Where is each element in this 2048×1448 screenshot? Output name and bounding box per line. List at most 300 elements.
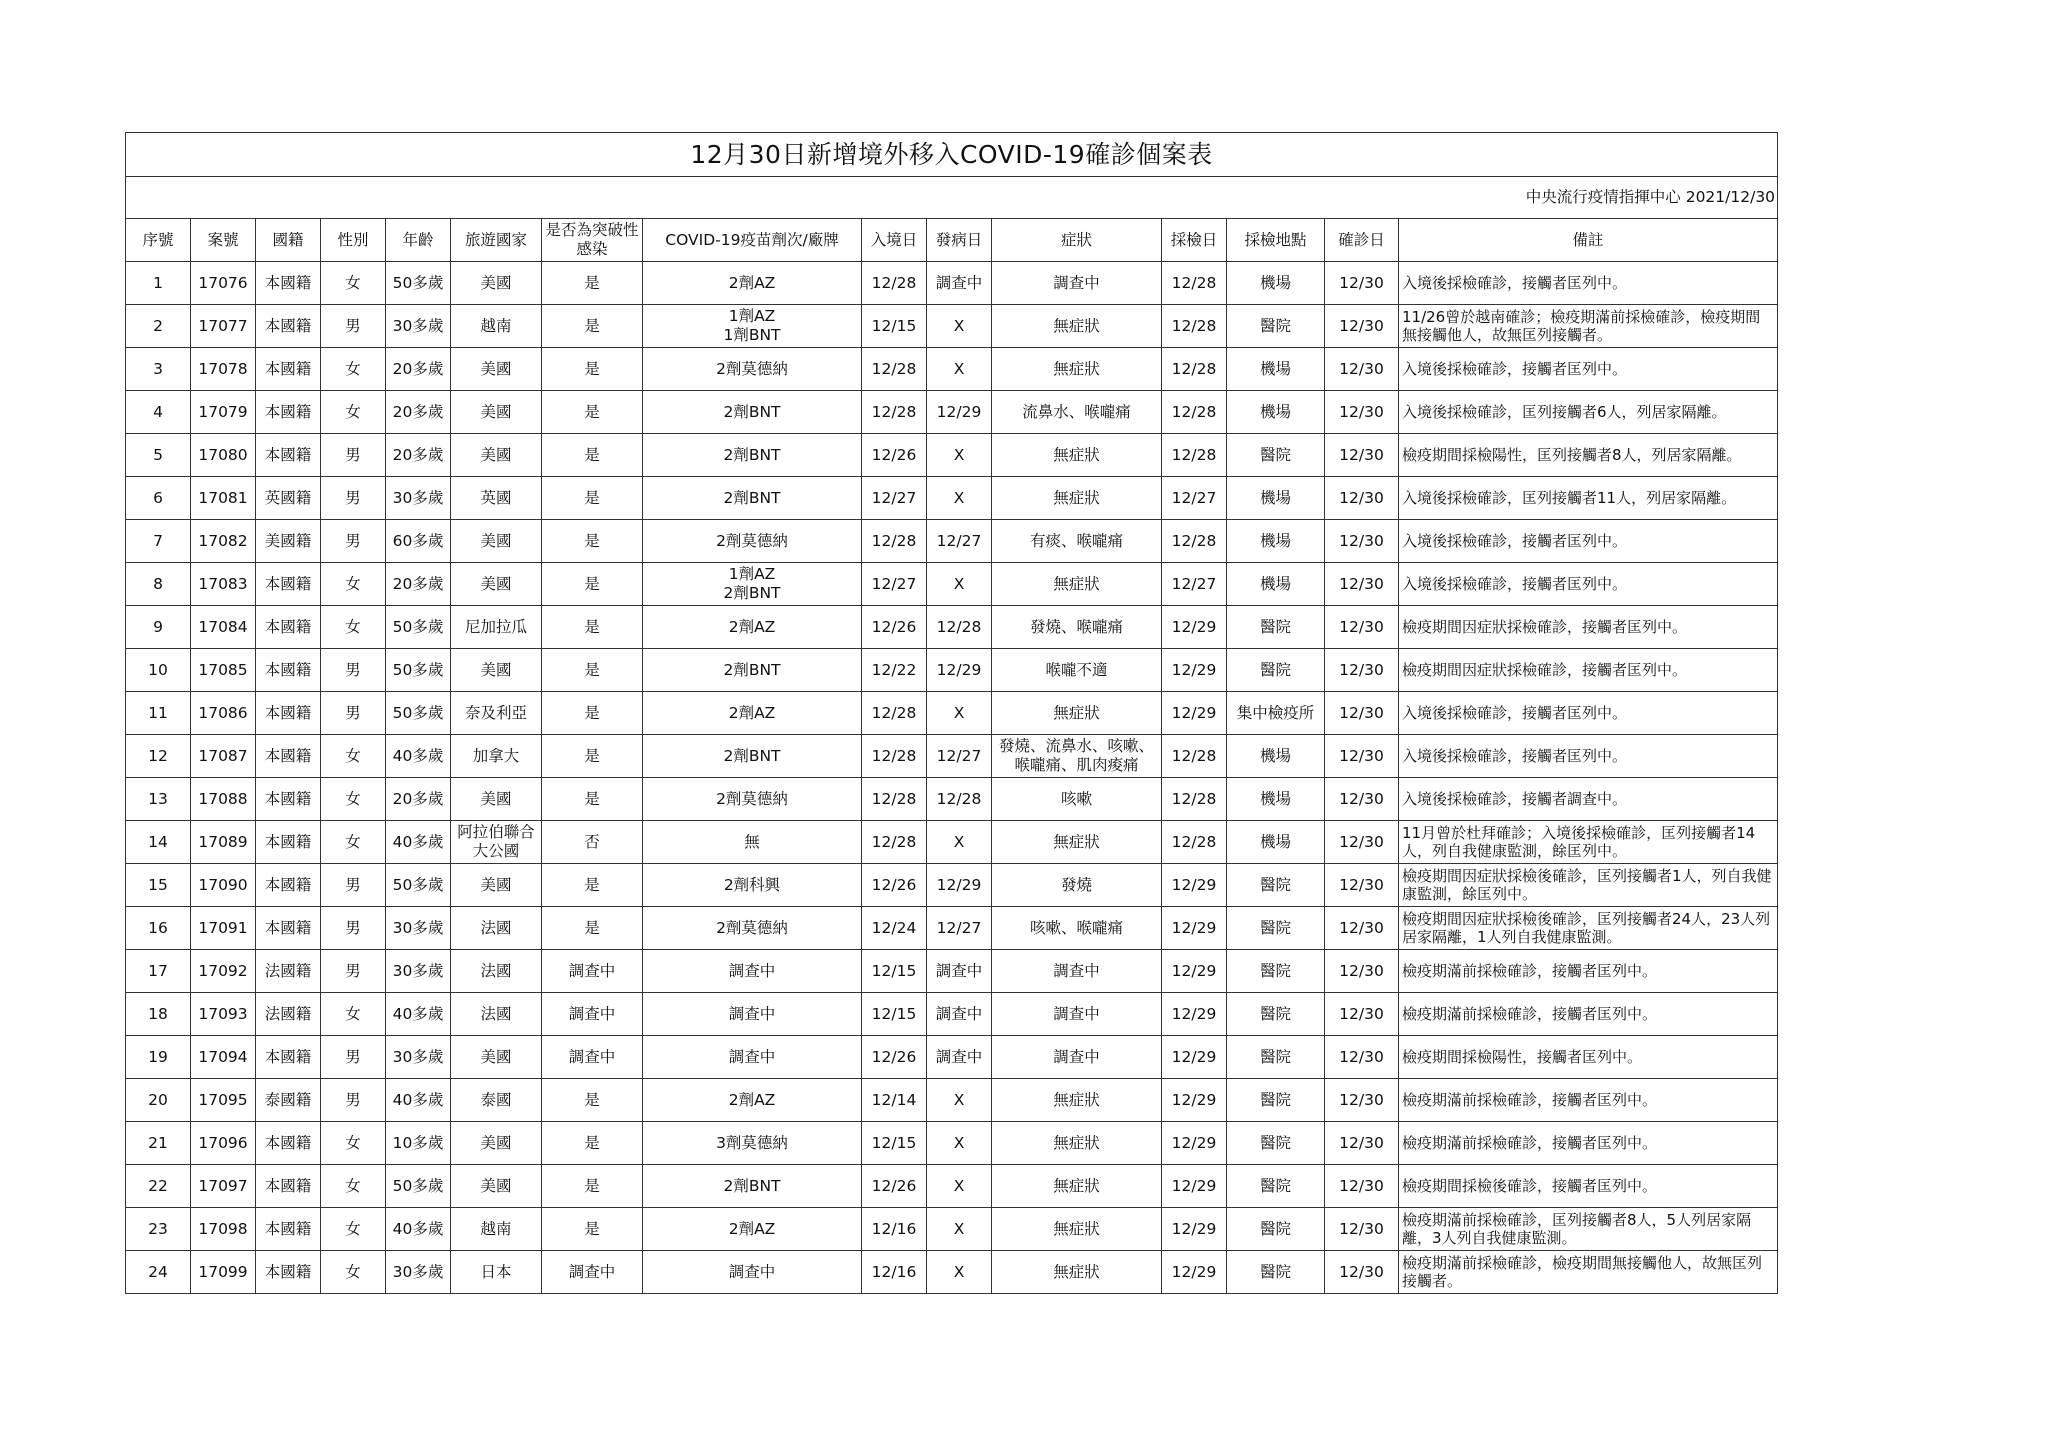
- cell-entry: 12/22: [862, 649, 927, 692]
- cell-symptoms: 發燒、流鼻水、咳嗽、 喉嚨痛、肌肉痠痛: [992, 735, 1162, 778]
- cell-no: 22: [126, 1165, 191, 1208]
- cell-test-date: 12/29: [1162, 864, 1227, 907]
- cell-confirm: 12/30: [1325, 692, 1399, 735]
- cell-no: 24: [126, 1251, 191, 1294]
- cell-vaccine: 2劑莫德納: [643, 348, 862, 391]
- cell-nationality: 泰國籍: [256, 1079, 321, 1122]
- cell-nationality: 法國籍: [256, 950, 321, 993]
- cell-vaccine: 1劑AZ 2劑BNT: [643, 563, 862, 606]
- cell-vaccine: 2劑BNT: [643, 1165, 862, 1208]
- cell-breakthrough: 是: [542, 606, 643, 649]
- cell-sex: 女: [321, 563, 386, 606]
- table-row: [126, 993, 1778, 1036]
- cell-case: 17093: [191, 993, 256, 1036]
- cell-note: 檢疫期滿前採檢確診，接觸者匡列中。: [1399, 1079, 1778, 1122]
- cell-breakthrough: 是: [542, 305, 643, 348]
- cell-sex: 男: [321, 305, 386, 348]
- cell-test-date: 12/28: [1162, 434, 1227, 477]
- cell-breakthrough: 是: [542, 520, 643, 563]
- cell-note: 11/26曾於越南確診；檢疫期滿前採檢確診，檢疫期間無接觸他人，故無匡列接觸者。: [1399, 305, 1778, 348]
- cell-breakthrough: 調查中: [542, 950, 643, 993]
- cell-sex: 男: [321, 649, 386, 692]
- cell-no: 11: [126, 692, 191, 735]
- cell-test-site: 機場: [1227, 563, 1325, 606]
- cell-breakthrough: 是: [542, 1079, 643, 1122]
- cell-entry: 12/28: [862, 348, 927, 391]
- cell-note: 入境後採檢確診，接觸者調查中。: [1399, 778, 1778, 821]
- cell-note: 11月曾於杜拜確診；入境後採檢確診，匡列接觸者14人，列自我健康監測，餘匡列中。: [1399, 821, 1778, 864]
- cell-sex: 女: [321, 735, 386, 778]
- cell-age: 40多歲: [386, 1208, 451, 1251]
- col-header-confirm: 確診日: [1325, 219, 1399, 262]
- cell-test-date: 12/28: [1162, 778, 1227, 821]
- cell-no: 9: [126, 606, 191, 649]
- cell-breakthrough: 是: [542, 1122, 643, 1165]
- cell-travel: 越南: [451, 1208, 542, 1251]
- cell-age: 20多歲: [386, 434, 451, 477]
- table-row: [126, 1208, 1778, 1251]
- case-table-sheet: [125, 132, 1776, 1294]
- table-row: [126, 520, 1778, 563]
- cell-travel: 尼加拉瓜: [451, 606, 542, 649]
- cell-test-date: 12/28: [1162, 262, 1227, 305]
- cell-travel: 美國: [451, 864, 542, 907]
- cell-note: 檢疫期間因症狀採檢確診，接觸者匡列中。: [1399, 606, 1778, 649]
- cell-symptoms: 發燒、喉嚨痛: [992, 606, 1162, 649]
- cell-vaccine: 調查中: [643, 1251, 862, 1294]
- cell-age: 30多歲: [386, 305, 451, 348]
- cell-travel: 法國: [451, 950, 542, 993]
- cell-onset: X: [927, 348, 992, 391]
- cell-no: 19: [126, 1036, 191, 1079]
- col-header-onset: 發病日: [927, 219, 992, 262]
- table-row: [126, 305, 1778, 348]
- cell-note: 入境後採檢確診，匡列接觸者6人，列居家隔離。: [1399, 391, 1778, 434]
- cell-symptoms: 調查中: [992, 950, 1162, 993]
- cell-breakthrough: 是: [542, 864, 643, 907]
- cell-note: 檢疫期間採檢後確診，接觸者匡列中。: [1399, 1165, 1778, 1208]
- table-title: 12月30日新增境外移入COVID-19確診個案表: [126, 133, 1778, 177]
- table-row: [126, 563, 1778, 606]
- cell-symptoms: 無症狀: [992, 1251, 1162, 1294]
- cell-onset: X: [927, 1251, 992, 1294]
- cell-confirm: 12/30: [1325, 735, 1399, 778]
- cell-test-site: 集中檢疫所: [1227, 692, 1325, 735]
- cell-nationality: 英國籍: [256, 477, 321, 520]
- table-row: [126, 778, 1778, 821]
- table-row: [126, 606, 1778, 649]
- cell-breakthrough: 是: [542, 348, 643, 391]
- cell-vaccine: 3劑莫德納: [643, 1122, 862, 1165]
- case-table: [125, 132, 1778, 1294]
- cell-entry: 12/16: [862, 1208, 927, 1251]
- cell-sex: 男: [321, 907, 386, 950]
- cell-confirm: 12/30: [1325, 821, 1399, 864]
- cell-breakthrough: 否: [542, 821, 643, 864]
- table-row: [126, 692, 1778, 735]
- cell-symptoms: 有痰、喉嚨痛: [992, 520, 1162, 563]
- cell-test-date: 12/29: [1162, 907, 1227, 950]
- table-row: [126, 735, 1778, 778]
- cell-no: 15: [126, 864, 191, 907]
- cell-age: 50多歲: [386, 692, 451, 735]
- cell-no: 18: [126, 993, 191, 1036]
- col-header-symptoms: 症狀: [992, 219, 1162, 262]
- cell-entry: 12/27: [862, 477, 927, 520]
- table-row: [126, 434, 1778, 477]
- table-row: [126, 391, 1778, 434]
- cell-sex: 女: [321, 606, 386, 649]
- cell-test-date: 12/28: [1162, 391, 1227, 434]
- cell-test-site: 機場: [1227, 778, 1325, 821]
- cell-note: 檢疫期滿前採檢確診，檢疫期間無接觸他人，故無匡列接觸者。: [1399, 1251, 1778, 1294]
- table-row: [126, 1036, 1778, 1079]
- cell-sex: 男: [321, 520, 386, 563]
- cell-age: 60多歲: [386, 520, 451, 563]
- header-row: [126, 219, 1778, 262]
- cell-test-site: 機場: [1227, 821, 1325, 864]
- cell-breakthrough: 調查中: [542, 993, 643, 1036]
- cell-test-site: 醫院: [1227, 1036, 1325, 1079]
- cell-entry: 12/16: [862, 1251, 927, 1294]
- cell-no: 1: [126, 262, 191, 305]
- cell-nationality: 本國籍: [256, 1036, 321, 1079]
- cell-entry: 12/28: [862, 391, 927, 434]
- cell-sex: 女: [321, 1208, 386, 1251]
- cell-onset: X: [927, 821, 992, 864]
- cell-onset: 12/28: [927, 778, 992, 821]
- cell-confirm: 12/30: [1325, 391, 1399, 434]
- cell-confirm: 12/30: [1325, 1208, 1399, 1251]
- cell-travel: 日本: [451, 1251, 542, 1294]
- cell-note: 檢疫期間因症狀採檢確診，接觸者匡列中。: [1399, 649, 1778, 692]
- col-header-test-site: 採檢地點: [1227, 219, 1325, 262]
- cell-note: 入境後採檢確診，接觸者匡列中。: [1399, 735, 1778, 778]
- cell-note: 入境後採檢確診，接觸者匡列中。: [1399, 262, 1778, 305]
- cell-onset: X: [927, 1122, 992, 1165]
- cell-breakthrough: 是: [542, 735, 643, 778]
- cell-test-site: 醫院: [1227, 950, 1325, 993]
- cell-onset: 12/29: [927, 864, 992, 907]
- cell-onset: 調查中: [927, 262, 992, 305]
- cell-test-site: 機場: [1227, 477, 1325, 520]
- cell-case: 17079: [191, 391, 256, 434]
- cell-travel: 美國: [451, 262, 542, 305]
- cell-age: 40多歲: [386, 735, 451, 778]
- cell-breakthrough: 調查中: [542, 1036, 643, 1079]
- cell-sex: 男: [321, 1036, 386, 1079]
- cell-test-site: 機場: [1227, 348, 1325, 391]
- cell-test-date: 12/29: [1162, 950, 1227, 993]
- cell-case: 17087: [191, 735, 256, 778]
- cell-test-site: 醫院: [1227, 1208, 1325, 1251]
- cell-nationality: 本國籍: [256, 692, 321, 735]
- cell-age: 50多歲: [386, 649, 451, 692]
- cell-travel: 泰國: [451, 1079, 542, 1122]
- cell-test-date: 12/29: [1162, 1079, 1227, 1122]
- cell-travel: 英國: [451, 477, 542, 520]
- cell-case: 17090: [191, 864, 256, 907]
- cell-entry: 12/26: [862, 864, 927, 907]
- cell-case: 17085: [191, 649, 256, 692]
- cell-travel: 美國: [451, 649, 542, 692]
- cell-no: 4: [126, 391, 191, 434]
- cell-test-site: 醫院: [1227, 606, 1325, 649]
- cell-symptoms: 無症狀: [992, 305, 1162, 348]
- cell-onset: X: [927, 692, 992, 735]
- col-header-entry: 入境日: [862, 219, 927, 262]
- cell-sex: 女: [321, 993, 386, 1036]
- cell-age: 20多歲: [386, 778, 451, 821]
- cell-entry: 12/26: [862, 1165, 927, 1208]
- cell-no: 8: [126, 563, 191, 606]
- cell-no: 23: [126, 1208, 191, 1251]
- cell-confirm: 12/30: [1325, 348, 1399, 391]
- cell-nationality: 本國籍: [256, 1208, 321, 1251]
- cell-onset: X: [927, 305, 992, 348]
- cell-test-site: 醫院: [1227, 864, 1325, 907]
- cell-symptoms: 咳嗽: [992, 778, 1162, 821]
- cell-onset: 12/27: [927, 735, 992, 778]
- cell-confirm: 12/30: [1325, 649, 1399, 692]
- cell-case: 17088: [191, 778, 256, 821]
- cell-test-date: 12/28: [1162, 348, 1227, 391]
- cell-case: 17083: [191, 563, 256, 606]
- cell-no: 20: [126, 1079, 191, 1122]
- cell-breakthrough: 是: [542, 907, 643, 950]
- cell-case: 17084: [191, 606, 256, 649]
- col-header-nationality: 國籍: [256, 219, 321, 262]
- cell-onset: X: [927, 1208, 992, 1251]
- cell-case: 17086: [191, 692, 256, 735]
- cell-entry: 12/28: [862, 692, 927, 735]
- cell-age: 30多歲: [386, 1036, 451, 1079]
- cell-note: 檢疫期間因症狀採檢後確診，匡列接觸者24人，23人列居家隔離，1人列自我健康監測。: [1399, 907, 1778, 950]
- col-header-vaccine: COVID-19疫苗劑次/廠牌: [643, 219, 862, 262]
- cell-no: 3: [126, 348, 191, 391]
- cell-no: 21: [126, 1122, 191, 1165]
- cell-age: 20多歲: [386, 563, 451, 606]
- cell-confirm: 12/30: [1325, 993, 1399, 1036]
- cell-entry: 12/15: [862, 305, 927, 348]
- cell-symptoms: 喉嚨不適: [992, 649, 1162, 692]
- col-header-travel: 旅遊國家: [451, 219, 542, 262]
- cell-onset: 12/28: [927, 606, 992, 649]
- cell-nationality: 本國籍: [256, 434, 321, 477]
- cell-case: 17096: [191, 1122, 256, 1165]
- cell-travel: 美國: [451, 1122, 542, 1165]
- cell-vaccine: 2劑莫德納: [643, 907, 862, 950]
- cell-symptoms: 調查中: [992, 993, 1162, 1036]
- cell-vaccine: 2劑BNT: [643, 477, 862, 520]
- cell-nationality: 本國籍: [256, 907, 321, 950]
- cell-onset: 12/27: [927, 907, 992, 950]
- table-row: [126, 1079, 1778, 1122]
- table-row: [126, 907, 1778, 950]
- cell-note: 入境後採檢確診，接觸者匡列中。: [1399, 348, 1778, 391]
- cell-nationality: 本國籍: [256, 606, 321, 649]
- cell-sex: 女: [321, 778, 386, 821]
- cell-confirm: 12/30: [1325, 606, 1399, 649]
- cell-vaccine: 2劑AZ: [643, 262, 862, 305]
- cell-test-site: 醫院: [1227, 1165, 1325, 1208]
- col-header-sex: 性別: [321, 219, 386, 262]
- cell-age: 10多歲: [386, 1122, 451, 1165]
- cell-vaccine: 2劑BNT: [643, 434, 862, 477]
- cell-no: 12: [126, 735, 191, 778]
- cell-test-date: 12/29: [1162, 606, 1227, 649]
- cell-travel: 加拿大: [451, 735, 542, 778]
- cell-test-date: 12/28: [1162, 735, 1227, 778]
- cell-breakthrough: 是: [542, 434, 643, 477]
- cell-test-site: 機場: [1227, 262, 1325, 305]
- cell-vaccine: 調查中: [643, 1036, 862, 1079]
- cell-confirm: 12/30: [1325, 950, 1399, 993]
- cell-entry: 12/28: [862, 735, 927, 778]
- cell-test-site: 醫院: [1227, 1251, 1325, 1294]
- cell-case: 17099: [191, 1251, 256, 1294]
- cell-sex: 女: [321, 391, 386, 434]
- cell-onset: 12/27: [927, 520, 992, 563]
- cell-vaccine: 2劑AZ: [643, 1079, 862, 1122]
- cell-test-site: 醫院: [1227, 1079, 1325, 1122]
- cell-test-date: 12/29: [1162, 649, 1227, 692]
- cell-symptoms: 無症狀: [992, 692, 1162, 735]
- cell-test-date: 12/27: [1162, 563, 1227, 606]
- cell-test-date: 12/29: [1162, 1251, 1227, 1294]
- cell-onset: X: [927, 477, 992, 520]
- cell-entry: 12/28: [862, 262, 927, 305]
- cell-nationality: 法國籍: [256, 993, 321, 1036]
- cell-confirm: 12/30: [1325, 305, 1399, 348]
- table-row: [126, 1122, 1778, 1165]
- cell-travel: 美國: [451, 391, 542, 434]
- cell-symptoms: 無症狀: [992, 434, 1162, 477]
- cell-entry: 12/26: [862, 606, 927, 649]
- cell-nationality: 本國籍: [256, 735, 321, 778]
- cell-note: 檢疫期滿前採檢確診，接觸者匡列中。: [1399, 993, 1778, 1036]
- cell-test-date: 12/29: [1162, 1165, 1227, 1208]
- cell-vaccine: 2劑BNT: [643, 391, 862, 434]
- cell-confirm: 12/30: [1325, 1251, 1399, 1294]
- cell-vaccine: 1劑AZ 1劑BNT: [643, 305, 862, 348]
- cell-symptoms: 調查中: [992, 1036, 1162, 1079]
- cell-entry: 12/28: [862, 778, 927, 821]
- cell-symptoms: 無症狀: [992, 1122, 1162, 1165]
- cell-symptoms: 無症狀: [992, 477, 1162, 520]
- cell-age: 50多歲: [386, 262, 451, 305]
- cell-sex: 女: [321, 348, 386, 391]
- cell-no: 14: [126, 821, 191, 864]
- table-row: [126, 1165, 1778, 1208]
- col-header-test-date: 採檢日: [1162, 219, 1227, 262]
- cell-nationality: 本國籍: [256, 649, 321, 692]
- cell-breakthrough: 是: [542, 477, 643, 520]
- cell-case: 17077: [191, 305, 256, 348]
- cell-age: 30多歲: [386, 907, 451, 950]
- cell-nationality: 本國籍: [256, 305, 321, 348]
- cell-confirm: 12/30: [1325, 477, 1399, 520]
- cell-vaccine: 調查中: [643, 993, 862, 1036]
- cell-onset: 12/29: [927, 649, 992, 692]
- cell-test-site: 醫院: [1227, 907, 1325, 950]
- col-header-age: 年齡: [386, 219, 451, 262]
- cell-symptoms: 咳嗽、喉嚨痛: [992, 907, 1162, 950]
- cell-case: 17078: [191, 348, 256, 391]
- cell-breakthrough: 調查中: [542, 1251, 643, 1294]
- cell-sex: 男: [321, 864, 386, 907]
- cell-onset: X: [927, 1079, 992, 1122]
- cell-test-date: 12/28: [1162, 520, 1227, 563]
- cell-test-site: 醫院: [1227, 434, 1325, 477]
- cell-onset: 調查中: [927, 993, 992, 1036]
- cell-travel: 法國: [451, 907, 542, 950]
- cell-confirm: 12/30: [1325, 520, 1399, 563]
- cell-vaccine: 2劑AZ: [643, 606, 862, 649]
- cell-nationality: 本國籍: [256, 391, 321, 434]
- cell-symptoms: 無症狀: [992, 821, 1162, 864]
- cell-travel: 美國: [451, 563, 542, 606]
- table-row: [126, 477, 1778, 520]
- cell-travel: 美國: [451, 520, 542, 563]
- cell-sex: 女: [321, 1165, 386, 1208]
- cell-test-date: 12/28: [1162, 305, 1227, 348]
- cell-no: 13: [126, 778, 191, 821]
- cell-case: 17082: [191, 520, 256, 563]
- cell-note: 入境後採檢確診，接觸者匡列中。: [1399, 692, 1778, 735]
- cell-test-date: 12/29: [1162, 993, 1227, 1036]
- cell-breakthrough: 是: [542, 391, 643, 434]
- cell-onset: 12/29: [927, 391, 992, 434]
- cell-onset: 調查中: [927, 950, 992, 993]
- cell-onset: X: [927, 563, 992, 606]
- cell-case: 17076: [191, 262, 256, 305]
- cell-symptoms: 發燒: [992, 864, 1162, 907]
- cell-entry: 12/15: [862, 1122, 927, 1165]
- cell-note: 檢疫期間因症狀採檢後確診，匡列接觸者1人，列自我健康監測，餘匡列中。: [1399, 864, 1778, 907]
- cell-vaccine: 2劑科興: [643, 864, 862, 907]
- col-header-case: 案號: [191, 219, 256, 262]
- source-line: 中央流行疫情指揮中心 2021/12/30: [126, 177, 1778, 219]
- cell-sex: 女: [321, 262, 386, 305]
- cell-age: 50多歲: [386, 864, 451, 907]
- cell-vaccine: 2劑AZ: [643, 1208, 862, 1251]
- cell-symptoms: 無症狀: [992, 1079, 1162, 1122]
- cell-travel: 美國: [451, 778, 542, 821]
- cell-vaccine: 2劑BNT: [643, 735, 862, 778]
- cell-test-site: 醫院: [1227, 993, 1325, 1036]
- cell-symptoms: 無症狀: [992, 348, 1162, 391]
- cell-nationality: 本國籍: [256, 563, 321, 606]
- cell-nationality: 本國籍: [256, 348, 321, 391]
- cell-age: 30多歲: [386, 950, 451, 993]
- cell-onset: X: [927, 1165, 992, 1208]
- cell-symptoms: 調查中: [992, 262, 1162, 305]
- col-header-note: 備註: [1399, 219, 1778, 262]
- cell-vaccine: 2劑BNT: [643, 649, 862, 692]
- cell-confirm: 12/30: [1325, 563, 1399, 606]
- cell-entry: 12/28: [862, 821, 927, 864]
- cell-note: 檢疫期滿前採檢確診，匡列接觸者8人，5人列居家隔離，3人列自我健康監測。: [1399, 1208, 1778, 1251]
- cell-case: 17098: [191, 1208, 256, 1251]
- cell-test-date: 12/29: [1162, 1036, 1227, 1079]
- table-row: [126, 1251, 1778, 1294]
- cell-confirm: 12/30: [1325, 1165, 1399, 1208]
- cell-note: 檢疫期間採檢陽性，匡列接觸者8人，列居家隔離。: [1399, 434, 1778, 477]
- cell-vaccine: 無: [643, 821, 862, 864]
- cell-test-date: 12/27: [1162, 477, 1227, 520]
- cell-sex: 女: [321, 1251, 386, 1294]
